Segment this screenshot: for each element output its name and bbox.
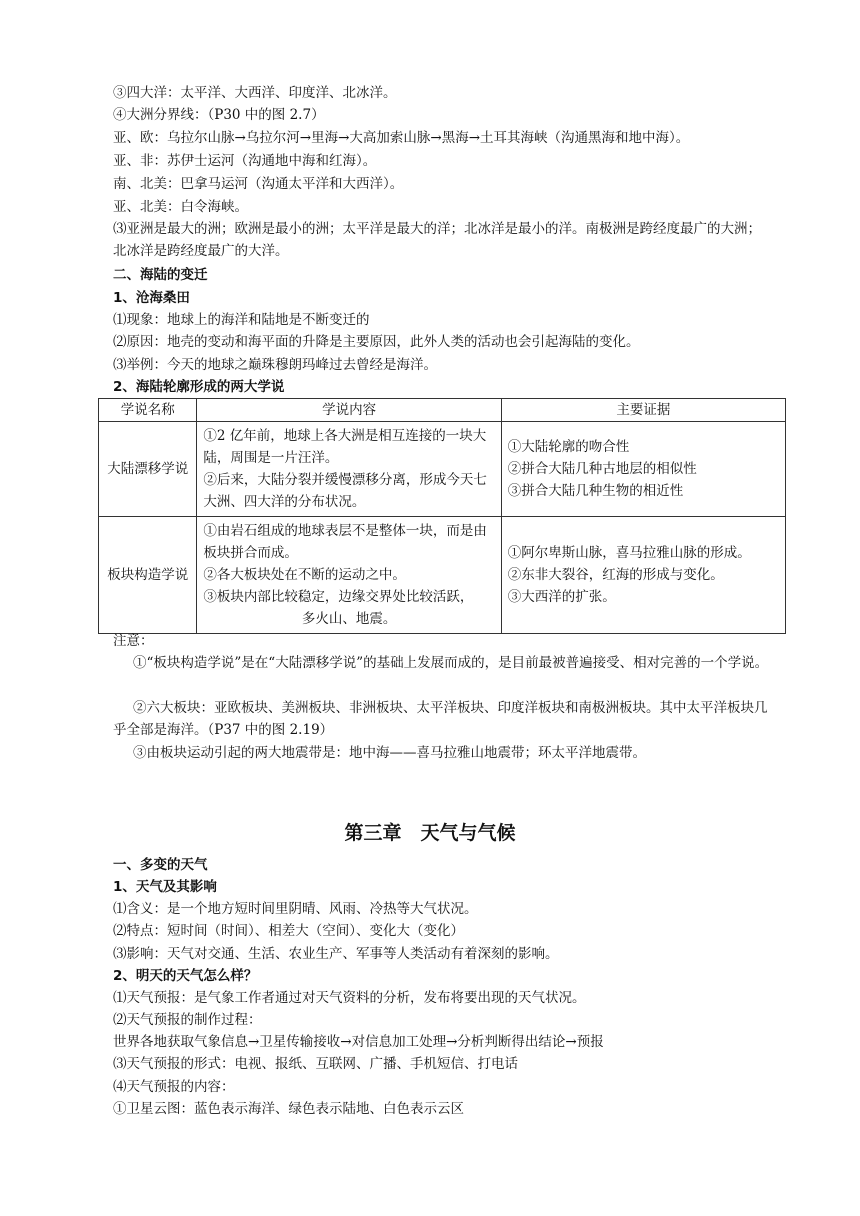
notes-label: 注意： xyxy=(113,633,154,649)
forecast-definition-line: ⑴天气预报：是气象工作者通过对天气资料的分析，发布将要出现的天气状况。 xyxy=(113,990,586,1006)
weather-definition-line: ⑴含义：是一个地方短时间里阴晴、风雨、冷热等大气状况。 xyxy=(113,901,478,917)
note-item: ③由板块运动引起的两大地震带是：地中海——喜马拉雅山地震带；环太平洋地震带。 xyxy=(133,745,646,761)
content-line: ②后来，大陆分裂并缓慢漂移分离，形成今天七大洲、四大洋的分布状况。 xyxy=(203,472,487,510)
table-row xyxy=(99,422,786,517)
cause-line: ⑵原因：地壳的变动和海平面的升降是主要原因，此外人类的活动也会引起海陆的变化。 xyxy=(113,334,640,350)
forecast-process-label: ⑵天气预报的制作过程： xyxy=(113,1012,262,1028)
forecast-forms-line: ⑶天气预报的形式：电视、报纸、互联网、广播、手机短信、打电话 xyxy=(113,1056,518,1072)
note-item: ①“板块构造学说”是在“大陆漂移学说”的基础上发展而成的，是目前最被普遍接受、相对完善的一个学说。 xyxy=(133,655,769,671)
header-main-evidence: 主要证据 xyxy=(501,399,785,422)
continent-boundary-line: ④大洲分界线：（P30 中的图 2.7） xyxy=(113,107,325,123)
evidence-line: ②拼合大陆几种古地层的相似性 xyxy=(507,461,697,477)
americas-boundary: 南、北美：巴拿马运河（沟通太平洋和大西洋）。 xyxy=(113,176,404,192)
theory-name-plate-tectonics: 板块构造学说 xyxy=(99,517,197,634)
example-line: ⑶举例：今天的地球之巅珠穆朗玛峰过去曾经是海洋。 xyxy=(113,357,437,373)
asia-north-america-boundary: 亚、北美：白令海峡。 xyxy=(113,199,248,215)
evidence-line: ③拼合大陆几种生物的相近性 xyxy=(507,483,684,499)
asia-africa-boundary: 亚、非：苏伊士运河（沟通地中海和红海）。 xyxy=(113,153,377,169)
oceans-line: ③四大洋：太平洋、大西洋、印度洋、北冰洋。 xyxy=(113,85,397,101)
theory-content-continental-drift xyxy=(197,422,501,517)
subheading-two-theories: 2、海陆轮廓形成的两大学说 xyxy=(113,379,285,395)
weather-influence-line: ⑶影响：天气对交通、生活、农业生产、军事等人类活动有着深刻的影响。 xyxy=(113,946,559,962)
header-theory-content: 学说内容 xyxy=(197,399,501,422)
section-heading-weather: 一、多变的天气 xyxy=(113,857,208,873)
content-line: ①2 亿年前，地球上各大洲是相互连接的一块大陆，周围是一片汪洋。 xyxy=(203,428,487,466)
table-row xyxy=(99,517,786,634)
section-heading-sea-land-change: 二、海陆的变迁 xyxy=(113,267,208,283)
content-line: ①由岩石组成的地球表层不是整体一块，而是由板块拼合而成。 xyxy=(203,523,487,561)
table-header-row xyxy=(99,399,786,422)
evidence-line: ①阿尔卑斯山脉，喜马拉雅山脉的形成。 xyxy=(507,545,751,561)
note-item: ②六大板块：亚欧板块、美洲板块、非洲板块、太平洋板块、印度洋板块和南极洲板块。其中太平洋板块几乎全部是海洋。（P37 中的图 2.19） xyxy=(113,700,768,738)
asia-europe-boundary: 亚、欧：乌拉尔山脉→乌拉尔河→里海→大高加索山脉→黑海→土耳其海峡（沟通黑海和地中海）。 xyxy=(113,130,690,146)
subheading-tomorrow-weather: 2、明天的天气怎么样？ xyxy=(113,968,258,984)
content-line: ③板块内部比较稳定，边缘交界处比较活跃， xyxy=(203,589,474,605)
theory-content-plate-tectonics xyxy=(197,517,501,634)
largest-smallest-paragraph xyxy=(113,218,773,262)
largest-smallest-text: ⑶亚洲是最大的洲；欧洲是最小的洲；太平洋是最大的洋；北冰洋是最小的洋。南极洲是跨经度最广的大洲；北冰洋是跨经度最广的大洋。 xyxy=(113,221,761,259)
theories-table xyxy=(98,398,786,634)
content-line: 多火山、地震。 xyxy=(301,611,397,627)
evidence-line: ③大西洋的扩张。 xyxy=(507,589,616,605)
chapter-title: 第三章 天气与气候 xyxy=(344,822,516,844)
evidence-line: ①大陆轮廓的吻合性 xyxy=(507,439,630,455)
forecast-process-chain: 世界各地获取气象信息→卫星传输接收→对信息加工处理→分析判断得出结论→预报 xyxy=(113,1034,604,1050)
forecast-content-label: ⑷天气预报的内容： xyxy=(113,1079,235,1095)
weather-features-line: ⑵特点：短时间（时间）、相差大（空间）、变化大（变化） xyxy=(113,923,464,939)
evidence-plate-tectonics xyxy=(501,517,785,634)
content-line: ②各大板块处在不断的运动之中。 xyxy=(203,567,406,583)
phenomenon-line: ⑴现象：地球上的海洋和陆地是不断变迁的 xyxy=(113,312,370,328)
subheading-sea-mulberry: 1、沧海桑田 xyxy=(113,290,190,306)
header-theory-name: 学说名称 xyxy=(99,399,197,422)
theory-name-continental-drift: 大陆漂移学说 xyxy=(99,422,197,517)
evidence-continental-drift xyxy=(501,422,785,517)
subheading-weather-impact: 1、天气及其影响 xyxy=(113,879,217,895)
satellite-cloud-map-line: ①卫星云图：蓝色表示海洋、绿色表示陆地、白色表示云区 xyxy=(113,1101,464,1117)
evidence-line: ②东非大裂谷，红海的形成与变化。 xyxy=(507,567,724,583)
